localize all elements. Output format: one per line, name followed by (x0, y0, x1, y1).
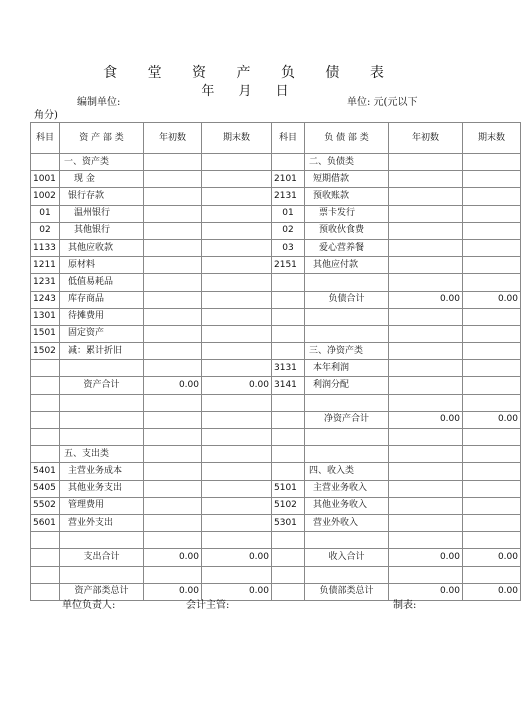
account-code-cell (31, 566, 60, 583)
account-name-cell: 资产合计 (60, 377, 144, 394)
opening-balance-cell (389, 566, 463, 583)
account-name-cell: 温州银行 (60, 205, 144, 222)
closing-balance-cell (202, 463, 272, 480)
account-code-cell (272, 446, 305, 463)
account-name-cell: 收入合计 (305, 549, 389, 566)
table-row (31, 429, 521, 446)
opening-balance-cell (144, 446, 202, 463)
closing-balance-cell (463, 480, 521, 497)
closing-balance-cell (202, 154, 272, 171)
account-code-cell: 01 (272, 205, 305, 222)
column-header: 负 债 部 类 (305, 123, 389, 154)
opening-balance-cell (389, 343, 463, 360)
account-name-cell: 低值易耗品 (60, 274, 144, 291)
closing-balance-cell (463, 514, 521, 531)
account-name-cell: 待摊费用 (60, 308, 144, 325)
closing-balance-cell (202, 566, 272, 583)
account-name-cell: 五、支出类 (60, 446, 144, 463)
account-name-cell: 减：累计折旧 (60, 343, 144, 360)
opening-balance-cell (389, 429, 463, 446)
closing-balance-cell: 0.00 (202, 583, 272, 600)
opening-balance-cell (389, 480, 463, 497)
account-name-cell: 固定资产 (60, 325, 144, 342)
opening-balance-cell: 0.00 (144, 377, 202, 394)
account-name-cell (305, 429, 389, 446)
opening-balance-cell (144, 222, 202, 239)
opening-balance-cell: 0.00 (144, 583, 202, 600)
opening-balance-cell (389, 377, 463, 394)
closing-balance-cell (202, 532, 272, 549)
account-name-cell (60, 566, 144, 583)
opening-balance-cell (144, 154, 202, 171)
opening-balance-cell (144, 411, 202, 428)
account-name-cell (305, 566, 389, 583)
closing-balance-cell (202, 291, 272, 308)
table-row (31, 308, 521, 325)
column-header: 资 产 部 类 (60, 123, 144, 154)
opening-balance-cell (389, 463, 463, 480)
opening-balance-cell (389, 394, 463, 411)
account-name-cell: 银行存款 (60, 188, 144, 205)
preparer-signature-label: 制表: (393, 600, 417, 611)
account-code-cell (272, 532, 305, 549)
table-row (31, 463, 521, 480)
closing-balance-cell (463, 446, 521, 463)
table-row (31, 325, 521, 342)
account-name-cell: 二、负债类 (305, 154, 389, 171)
opening-balance-cell (144, 308, 202, 325)
opening-balance-cell (144, 532, 202, 549)
closing-balance-cell (463, 188, 521, 205)
account-code-cell: 1501 (31, 325, 60, 342)
account-code-cell: 5101 (272, 480, 305, 497)
account-name-cell (305, 274, 389, 291)
account-code-cell: 2151 (272, 257, 305, 274)
opening-balance-cell (389, 497, 463, 514)
account-name-cell: 票卡发行 (305, 205, 389, 222)
account-name-cell: 三、净资产类 (305, 343, 389, 360)
opening-balance-cell (144, 480, 202, 497)
account-name-cell: 管理费用 (60, 497, 144, 514)
table-row (31, 377, 521, 394)
opening-balance-cell (144, 394, 202, 411)
table-row (31, 566, 521, 583)
opening-balance-cell (144, 325, 202, 342)
account-code-cell (31, 532, 60, 549)
closing-balance-cell (202, 429, 272, 446)
closing-balance-cell (202, 205, 272, 222)
table-row (31, 222, 521, 239)
account-code-cell (31, 411, 60, 428)
table-row (31, 343, 521, 360)
table-row (31, 239, 521, 256)
closing-balance-cell (202, 325, 272, 342)
account-code-cell (31, 583, 60, 600)
table-row (31, 274, 521, 291)
opening-balance-cell (389, 171, 463, 188)
account-code-cell (31, 154, 60, 171)
account-code-cell: 5502 (31, 497, 60, 514)
account-code-cell (31, 429, 60, 446)
account-name-cell: 利润分配 (305, 377, 389, 394)
closing-balance-cell (463, 429, 521, 446)
account-name-cell (60, 360, 144, 377)
accountant-signature-label: 会计主管: (186, 600, 230, 611)
closing-balance-cell (202, 360, 272, 377)
account-code-cell: 3131 (272, 360, 305, 377)
account-code-cell: 1231 (31, 274, 60, 291)
opening-balance-cell (144, 497, 202, 514)
closing-balance-cell (202, 171, 272, 188)
opening-balance-cell (389, 308, 463, 325)
account-code-cell (31, 360, 60, 377)
opening-balance-cell: 0.00 (389, 291, 463, 308)
account-name-cell: 其他应收款 (60, 239, 144, 256)
table-row (31, 205, 521, 222)
account-code-cell (272, 549, 305, 566)
closing-balance-cell (463, 308, 521, 325)
opening-balance-cell: 0.00 (389, 549, 463, 566)
account-code-cell (272, 429, 305, 446)
closing-balance-cell (463, 360, 521, 377)
table-row (31, 514, 521, 531)
balance-sheet-table (30, 122, 521, 601)
account-name-cell (60, 394, 144, 411)
account-code-cell (272, 291, 305, 308)
closing-balance-cell (463, 154, 521, 171)
opening-balance-cell (389, 325, 463, 342)
account-code-cell: 1002 (31, 188, 60, 205)
account-name-cell: 库存商品 (60, 291, 144, 308)
account-code-cell: 2101 (272, 171, 305, 188)
compiling-unit-label: 编制单位: (77, 97, 121, 108)
account-name-cell: 本年利润 (305, 360, 389, 377)
closing-balance-cell (202, 514, 272, 531)
account-name-cell (305, 532, 389, 549)
account-code-cell (272, 343, 305, 360)
principal-signature-label: 单位负责人: (62, 600, 116, 611)
account-name-cell: 负债部类总计 (305, 583, 389, 600)
account-code-cell: 1502 (31, 343, 60, 360)
table-row (31, 497, 521, 514)
column-header: 科目 (31, 123, 60, 154)
closing-balance-cell (202, 497, 272, 514)
account-code-cell (272, 274, 305, 291)
account-name-cell: 主营业务成本 (60, 463, 144, 480)
closing-balance-cell (463, 325, 521, 342)
account-code-cell (272, 411, 305, 428)
account-code-cell: 5301 (272, 514, 305, 531)
closing-balance-cell: 0.00 (463, 291, 521, 308)
opening-balance-cell (144, 360, 202, 377)
column-header: 期末数 (463, 123, 521, 154)
account-code-cell (272, 325, 305, 342)
opening-balance-cell (389, 532, 463, 549)
opening-balance-cell (389, 188, 463, 205)
account-name-cell: 支出合计 (60, 549, 144, 566)
closing-balance-cell (202, 411, 272, 428)
currency-unit-cont: 角分) (34, 110, 58, 121)
account-code-cell: 02 (272, 222, 305, 239)
account-name-cell: 其他银行 (60, 222, 144, 239)
header-row (31, 123, 521, 154)
page-title: 食 堂 资 产 负 债 表 (103, 65, 397, 81)
closing-balance-cell (463, 205, 521, 222)
account-name-cell: 负债合计 (305, 291, 389, 308)
account-code-cell (272, 394, 305, 411)
table-row (31, 532, 521, 549)
closing-balance-cell (202, 239, 272, 256)
opening-balance-cell (144, 171, 202, 188)
opening-balance-cell (144, 188, 202, 205)
table-row (31, 257, 521, 274)
account-code-cell (31, 446, 60, 463)
date-line: 年 月 日 (201, 84, 299, 99)
column-header: 期末数 (202, 123, 272, 154)
closing-balance-cell (463, 532, 521, 549)
account-code-cell (31, 377, 60, 394)
closing-balance-cell: 0.00 (202, 377, 272, 394)
opening-balance-cell (144, 239, 202, 256)
account-code-cell: 1301 (31, 308, 60, 325)
account-name-cell (305, 446, 389, 463)
table-row (31, 549, 521, 566)
account-name-cell (60, 532, 144, 549)
column-header: 科目 (272, 123, 305, 154)
closing-balance-cell (202, 446, 272, 463)
account-code-cell (272, 583, 305, 600)
account-code-cell: 5405 (31, 480, 60, 497)
account-name-cell: 原材料 (60, 257, 144, 274)
opening-balance-cell: 0.00 (389, 411, 463, 428)
account-code-cell (272, 154, 305, 171)
account-name-cell: 四、收入类 (305, 463, 389, 480)
closing-balance-cell (463, 343, 521, 360)
table-row (31, 154, 521, 171)
opening-balance-cell (389, 360, 463, 377)
account-code-cell (31, 394, 60, 411)
closing-balance-cell (202, 274, 272, 291)
opening-balance-cell (144, 343, 202, 360)
account-code-cell: 5401 (31, 463, 60, 480)
account-name-cell (60, 411, 144, 428)
account-name-cell: 资产部类总计 (60, 583, 144, 600)
opening-balance-cell (389, 446, 463, 463)
account-code-cell: 02 (31, 222, 60, 239)
account-code-cell: 5102 (272, 497, 305, 514)
closing-balance-cell (463, 274, 521, 291)
account-name-cell: 营业外支出 (60, 514, 144, 531)
account-code-cell: 1211 (31, 257, 60, 274)
opening-balance-cell (389, 274, 463, 291)
account-name-cell: 预收账款 (305, 188, 389, 205)
account-name-cell (305, 394, 389, 411)
table-row (31, 360, 521, 377)
table-row (31, 188, 521, 205)
table-row (31, 411, 521, 428)
closing-balance-cell: 0.00 (202, 549, 272, 566)
closing-balance-cell (463, 566, 521, 583)
account-name-cell: 营业外收入 (305, 514, 389, 531)
opening-balance-cell (144, 429, 202, 446)
closing-balance-cell (463, 394, 521, 411)
opening-balance-cell: 0.00 (389, 583, 463, 600)
account-code-cell (272, 308, 305, 325)
account-code-cell: 2131 (272, 188, 305, 205)
account-name-cell: 主营业务收入 (305, 480, 389, 497)
opening-balance-cell (144, 291, 202, 308)
closing-balance-cell (463, 257, 521, 274)
opening-balance-cell (389, 514, 463, 531)
closing-balance-cell (202, 222, 272, 239)
opening-balance-cell (144, 514, 202, 531)
opening-balance-cell (144, 566, 202, 583)
opening-balance-cell (144, 463, 202, 480)
closing-balance-cell (463, 497, 521, 514)
account-code-cell: 1133 (31, 239, 60, 256)
opening-balance-cell (389, 239, 463, 256)
column-header: 年初数 (144, 123, 202, 154)
account-name-cell (305, 325, 389, 342)
account-name-cell: 其他应付款 (305, 257, 389, 274)
opening-balance-cell (144, 274, 202, 291)
account-code-cell: 3141 (272, 377, 305, 394)
table-row (31, 394, 521, 411)
account-code-cell: 01 (31, 205, 60, 222)
closing-balance-cell (202, 308, 272, 325)
closing-balance-cell (463, 239, 521, 256)
account-code-cell: 1001 (31, 171, 60, 188)
account-name-cell (305, 308, 389, 325)
opening-balance-cell (389, 257, 463, 274)
closing-balance-cell (202, 257, 272, 274)
account-name-cell: 其他业务支出 (60, 480, 144, 497)
closing-balance-cell (463, 171, 521, 188)
table-row (31, 446, 521, 463)
account-name-cell: 一、资产类 (60, 154, 144, 171)
account-code-cell (272, 463, 305, 480)
closing-balance-cell: 0.00 (463, 411, 521, 428)
table-row (31, 171, 521, 188)
closing-balance-cell (202, 394, 272, 411)
account-code-cell (31, 549, 60, 566)
account-name-cell: 其他业务收入 (305, 497, 389, 514)
currency-unit-label: 单位: 元(元以下 (347, 97, 418, 108)
opening-balance-cell (389, 222, 463, 239)
account-code-cell (272, 566, 305, 583)
closing-balance-cell: 0.00 (463, 583, 521, 600)
table-row (31, 480, 521, 497)
account-name-cell: 现 金 (60, 171, 144, 188)
table-row (31, 291, 521, 308)
column-header: 年初数 (389, 123, 463, 154)
opening-balance-cell: 0.00 (144, 549, 202, 566)
closing-balance-cell (202, 343, 272, 360)
opening-balance-cell (144, 257, 202, 274)
closing-balance-cell (463, 463, 521, 480)
opening-balance-cell (144, 205, 202, 222)
account-code-cell: 03 (272, 239, 305, 256)
closing-balance-cell (463, 222, 521, 239)
opening-balance-cell (389, 205, 463, 222)
account-name-cell: 短期借款 (305, 171, 389, 188)
account-code-cell: 1243 (31, 291, 60, 308)
opening-balance-cell (389, 154, 463, 171)
closing-balance-cell (202, 480, 272, 497)
account-name-cell (60, 429, 144, 446)
closing-balance-cell (202, 188, 272, 205)
account-code-cell: 5601 (31, 514, 60, 531)
closing-balance-cell: 0.00 (463, 549, 521, 566)
account-name-cell: 净资产合计 (305, 411, 389, 428)
account-name-cell: 爱心营养餐 (305, 239, 389, 256)
closing-balance-cell (463, 377, 521, 394)
account-name-cell: 预收伙食费 (305, 222, 389, 239)
